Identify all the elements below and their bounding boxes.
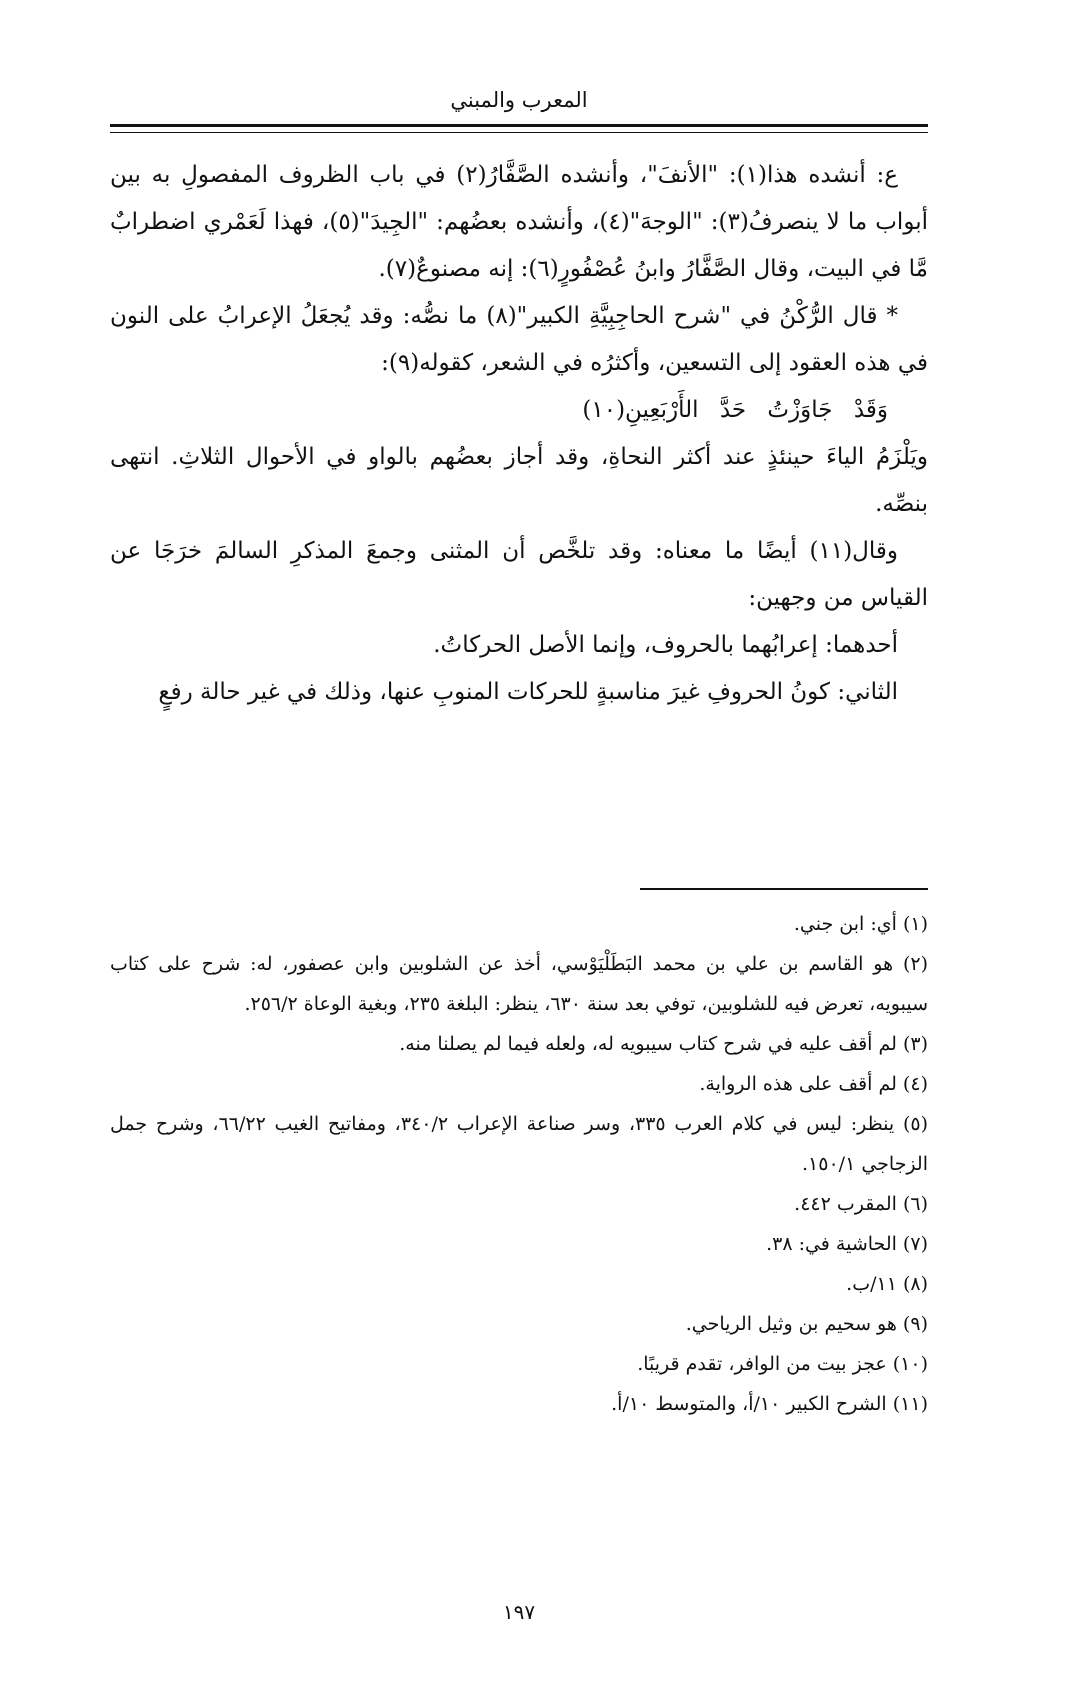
footnote-7: (٧) الحاشية في: ٣٨. — [766, 1233, 928, 1255]
footnotes — [110, 904, 928, 1424]
footnote-8: (٨) ١١/ب. — [846, 1273, 928, 1295]
paragraph-1: ع: أنشده هذا(١): "الأنفَ"، وأنشده الصَّفَّارُ(٢) في باب الظروف المفصولِ به بين أبواب ما لا ينصرفُ(٣): "الوجهَ"(٤)، وأنشده بعضُهم: "الجِيدَ"(٥)، فهذا لَعَمْري اضطرابٌ مَّا في البيت، وقال الصَّفَّارُ وابنُ عُصْفُورٍ(٦): إنه مصنوعٌ(٧). — [110, 162, 928, 282]
footnote-1: (١) أي: ابن جني. — [793, 913, 928, 935]
paragraph-3: ويَلْزَمُ الياءَ حينئذٍ عند أكثر النحاةِ، وقد أجاز بعضُهم بالواو في الأحوال الثلاثِ. انتهى بنصِّه. — [110, 444, 928, 517]
footnote-6: (٦) المقرب ٤٤٢. — [794, 1193, 928, 1215]
footnote-separator — [640, 888, 928, 890]
footnote-11: (١١) الشرح الكبير ١٠/أ، والمتوسط ١٠/أ. — [611, 1393, 928, 1415]
header-rule-thick — [110, 124, 928, 127]
paragraph-5: أحدهما: إعرابُهما بالحروف، وإنما الأصل الحركاتُ. — [433, 632, 898, 658]
footnote-9: (٩) هو سحيم بن وثيل الرياحي. — [685, 1313, 928, 1335]
verse-line: وَقَدْ جَاوَزْتُ حَدَّ الأَرْبَعِينِ(١٠) — [582, 397, 888, 423]
main-text — [110, 152, 928, 716]
footnote-10: (١٠) عجز بيت من الوافر، تقدم قريبًا. — [637, 1353, 928, 1375]
paragraph-6: الثاني: كونُ الحروفِ غيرَ مناسبةٍ للحركات المنوبِ عنها، وذلك في غير حالة رفعٍ — [158, 679, 898, 705]
page-number: ١٩٧ — [502, 1600, 536, 1624]
header-rule-thin — [110, 132, 928, 133]
footnote-2: (٢) هو القاسم بن علي بن محمد البَطَلْيَوْسي، أخذ عن الشلوبين وابن عصفور، له: شرح على كتاب سيبويه، تعرض فيه للشلوبين، توفي بعد سنة ٦٣٠، ينظر: البلغة ٢٣٥، وبغية الوعاة ٢٥٦/٢. — [110, 953, 928, 1015]
footnote-3: (٣) لم أقف عليه في شرح كتاب سيبويه له، ولعله فيما لم يصلنا منه. — [399, 1033, 928, 1055]
page-header-title: المعرب والمبني — [450, 88, 588, 112]
footnote-4: (٤) لم أقف على هذه الرواية. — [699, 1073, 928, 1095]
paragraph-4: وقال(١١) أيضًا ما معناه: وقد تلخَّص أن المثنى وجمعَ المذكرِ السالمَ خرَجَا عن القياس من وجهين: — [110, 538, 928, 611]
paragraph-2: * قال الرُّكْنُ في "شرح الحاجِبِيَّةِ الكبير"(٨) ما نصُّه: وقد يُجعَلُ الإعرابُ على النون في هذه العقود إلى التسعين، وأكثرُه في الشعر، كقوله(٩): — [110, 303, 928, 376]
footnote-5: (٥) ينظر: ليس في كلام العرب ٣٣٥، وسر صناعة الإعراب ٣٤٠/٢، ومفاتيح الغيب ٦٦/٢٢، وشرح جمل الزجاجي ١٥٠/١. — [110, 1113, 928, 1175]
